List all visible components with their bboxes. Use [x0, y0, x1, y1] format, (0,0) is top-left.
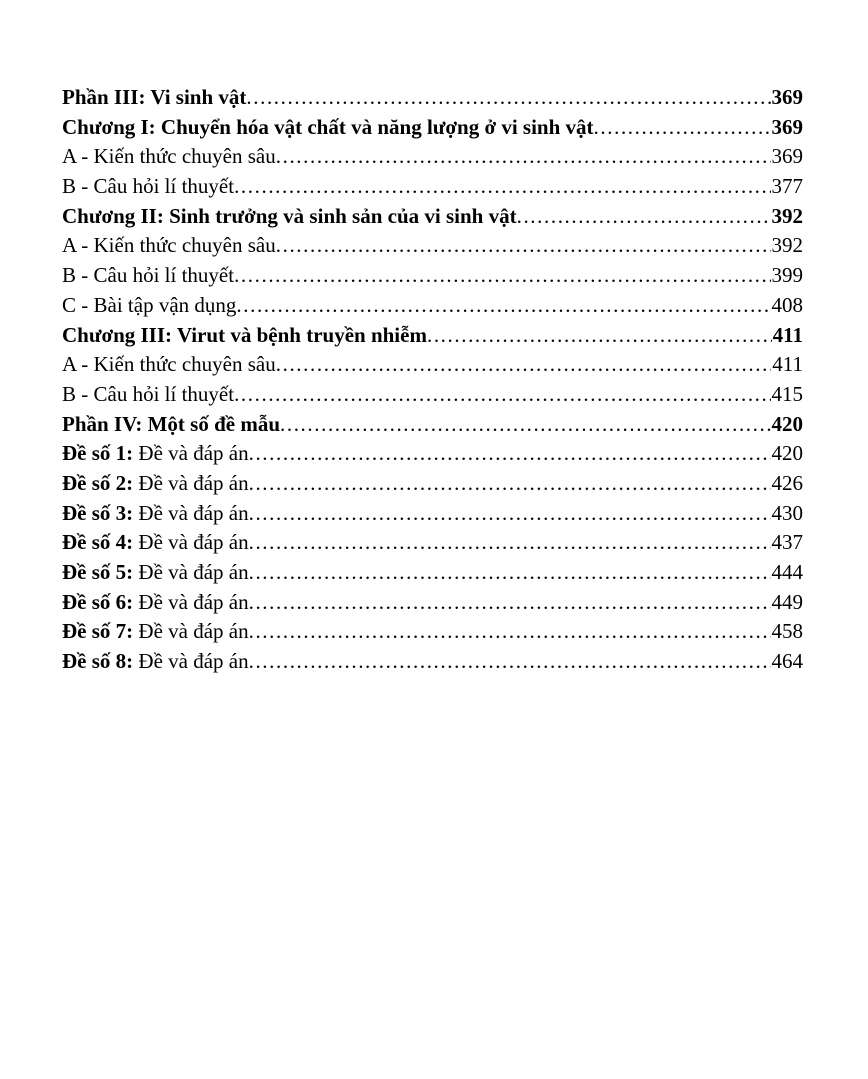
page-number: 415 [771, 381, 803, 406]
toc-entry [62, 261, 803, 291]
page-number: 458 [771, 619, 803, 644]
toc-entry-label: Phần III: Vi sinh vật [62, 85, 247, 109]
toc-entry [62, 142, 803, 172]
toc-entry-prefix: Đề số 1: [62, 441, 134, 466]
dot-leader [249, 528, 771, 558]
toc-entry-label [62, 469, 249, 499]
toc-entry [62, 588, 803, 618]
toc-entry-label: C - Bài tập vận dụng [62, 292, 237, 317]
toc-entry-prefix: Đề số 6: [62, 589, 134, 614]
dot-leader [234, 380, 770, 410]
toc-entry-prefix: Đề số 4: [62, 530, 134, 555]
page-number: 426 [771, 470, 803, 495]
toc-entry [62, 380, 803, 410]
toc-entry-title: Đề và đáp án [133, 470, 249, 495]
toc-entry [62, 647, 803, 677]
toc-entry-title: Đề và đáp án [133, 560, 249, 584]
dot-leader [234, 172, 770, 202]
toc-entry-label: Chương III: Virut và bệnh truyền nhiễm [62, 322, 427, 347]
toc-entry-label [62, 647, 249, 677]
toc-entry-label: B - Câu hỏi lí thuyết [62, 174, 235, 199]
dot-leader [246, 83, 770, 113]
toc-entry-label: A - Kiến thức chuyên sâu [62, 352, 276, 377]
toc-entry-label: Chương II: Sinh trưởng và sinh sản của vi sinh vật [62, 203, 517, 228]
page-number: 420 [771, 441, 803, 466]
toc-entry-label [62, 439, 249, 469]
dot-leader [249, 469, 771, 499]
page-number: 437 [771, 530, 803, 555]
page-number: 411 [772, 352, 803, 377]
toc-entry-prefix: Đề số 8: [62, 649, 134, 674]
dot-leader [249, 588, 771, 618]
page-number: 369 [771, 114, 803, 139]
toc-entry-label: Chương I: Chuyển hóa vật chất và năng lượng ở vi sinh vật [62, 114, 594, 139]
dot-leader [249, 558, 771, 588]
page-number: 399 [771, 263, 803, 288]
toc-entry [62, 321, 803, 351]
toc-entry-prefix: Đề số 3: [62, 500, 134, 525]
toc-entry-prefix: Đề số 7: [62, 619, 134, 644]
page-number: 430 [771, 500, 803, 525]
toc-entry [62, 172, 803, 202]
toc-entry-label [62, 499, 249, 529]
dot-leader [517, 202, 771, 232]
page-number: 377 [771, 174, 803, 199]
toc-entry-prefix: Đề số 5: [62, 560, 134, 584]
dot-leader [280, 410, 771, 440]
page-number: 449 [771, 589, 803, 614]
toc-entry [62, 558, 803, 588]
dot-leader [249, 617, 771, 647]
page-number: 408 [771, 292, 803, 317]
dot-leader [276, 350, 772, 380]
toc-entry-title: Đề và đáp án [133, 530, 249, 555]
toc-entry-label: B - Câu hỏi lí thuyết [62, 381, 235, 406]
page-number: 444 [771, 560, 803, 584]
toc-entry-label: Phần IV: Một số đề mẫu [62, 411, 280, 436]
page-number: 411 [772, 322, 803, 347]
toc-entry-label: A - Kiến thức chuyên sâu [62, 144, 276, 169]
toc-entry [62, 83, 803, 113]
table-of-contents [62, 83, 803, 677]
page-number: 369 [771, 85, 803, 109]
toc-entry [62, 291, 803, 321]
toc-entry [62, 439, 803, 469]
dot-leader [276, 142, 771, 172]
dot-leader [249, 439, 771, 469]
dot-leader [249, 647, 771, 677]
dot-leader [236, 291, 770, 321]
dot-leader [249, 499, 771, 529]
toc-entry-title: Đề và đáp án [133, 619, 249, 644]
dot-leader [427, 321, 772, 351]
toc-entry-title: Đề và đáp án [133, 500, 249, 525]
toc-entry [62, 528, 803, 558]
toc-entry [62, 617, 803, 647]
toc-entry [62, 410, 803, 440]
toc-entry-prefix: Đề số 2: [62, 470, 134, 495]
dot-leader [594, 113, 771, 143]
toc-entry-label [62, 588, 249, 618]
toc-entry-label: B - Câu hỏi lí thuyết [62, 263, 235, 288]
toc-entry-title: Đề và đáp án [133, 589, 249, 614]
page-number: 369 [771, 144, 803, 169]
dot-leader [276, 231, 771, 261]
toc-entry [62, 499, 803, 529]
toc-entry [62, 469, 803, 499]
page-number: 392 [771, 203, 803, 228]
toc-entry-label [62, 617, 249, 647]
toc-entry [62, 202, 803, 232]
toc-entry [62, 113, 803, 143]
toc-entry-title: Đề và đáp án [133, 441, 249, 466]
toc-entry [62, 350, 803, 380]
toc-entry-title: Đề và đáp án [133, 649, 249, 674]
toc-entry-label: A - Kiến thức chuyên sâu [62, 233, 276, 258]
toc-entry-label [62, 528, 249, 558]
page-number: 464 [771, 649, 803, 674]
page-number: 392 [771, 233, 803, 258]
toc-entry [62, 231, 803, 261]
dot-leader [234, 261, 770, 291]
toc-entry-label [62, 558, 249, 588]
page-number: 420 [771, 411, 803, 436]
